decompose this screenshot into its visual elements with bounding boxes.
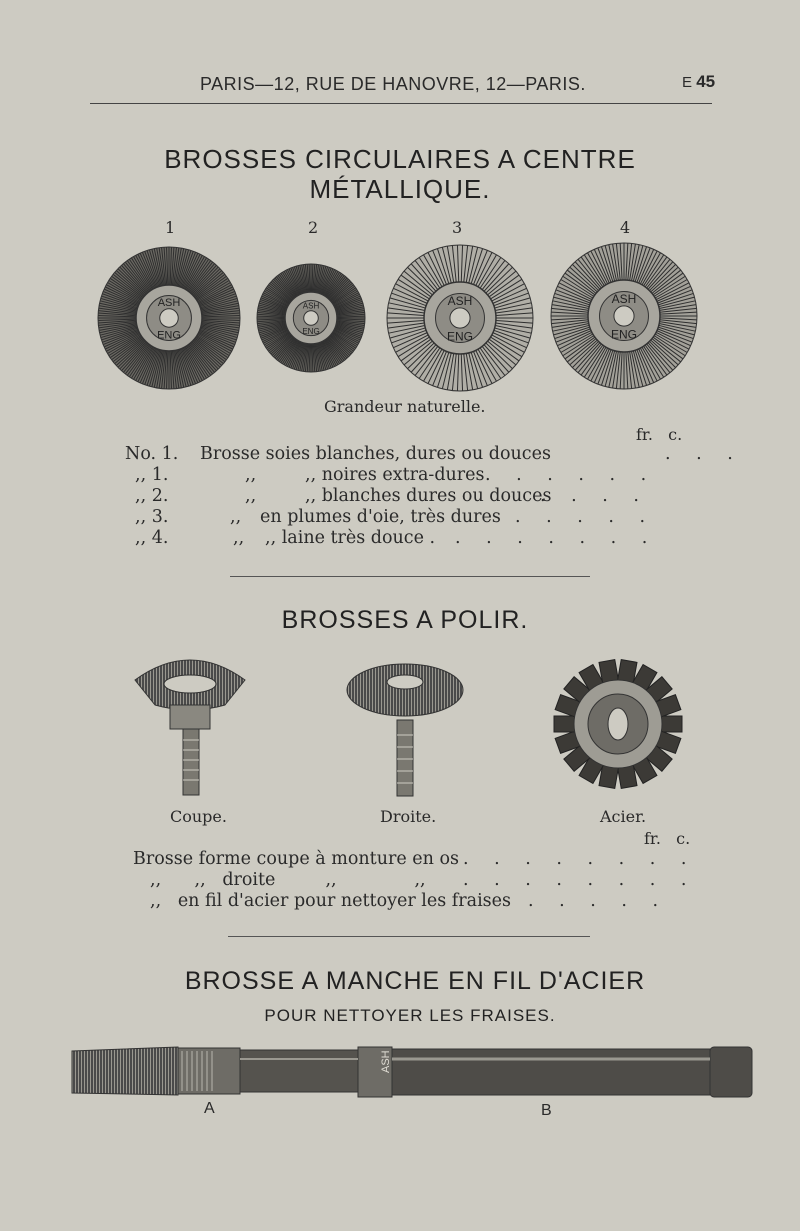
divider-2 xyxy=(228,936,590,937)
label-b: B xyxy=(541,1102,552,1119)
price-row-1 xyxy=(125,444,743,466)
row-number: ,, 2. xyxy=(135,486,169,506)
svg-text:ENG: ENG xyxy=(157,329,181,342)
caption-coupe: Coupe. xyxy=(170,807,227,826)
svg-text:ENG: ENG xyxy=(446,329,474,344)
figure-number-2: 2 xyxy=(308,218,319,237)
row-number: ,, 4. xyxy=(135,528,169,548)
figure-number-3: 3 xyxy=(452,218,463,237)
row-ditto: ,, xyxy=(245,465,257,485)
row-description: ,, blanches dures ou douces xyxy=(305,486,552,506)
row-leader-dots: . . . . . . . . xyxy=(463,870,697,890)
row-description: ,, noires extra-dures xyxy=(305,465,485,485)
svg-text:ENG: ENG xyxy=(610,327,638,342)
section1-caption: Grandeur naturelle. xyxy=(324,397,486,416)
row-description: Brosse forme coupe à monture en os xyxy=(133,849,459,869)
polish-row-2 xyxy=(150,870,697,892)
row-leader-dots: . . . . . xyxy=(528,891,669,911)
row-description: ,, laine très douce . xyxy=(265,528,436,548)
row-leader-dots: . . . xyxy=(665,444,743,464)
figure-number-1: 1 xyxy=(165,218,176,237)
brush-2-icon xyxy=(257,264,365,372)
svg-text:ASH: ASH xyxy=(302,301,320,311)
polishing-brushes-illustration xyxy=(0,650,800,810)
row-number: ,, 3. xyxy=(135,507,169,527)
svg-text:ASH: ASH xyxy=(157,297,181,310)
row-leader-dots: . . . . xyxy=(540,486,649,506)
wire-brush-handle-illustration xyxy=(0,1043,800,1103)
row-description: Brosse soies blanches, dures ou douces xyxy=(200,444,551,464)
row-description: ,, en fil d'acier pour nettoyer les fraises xyxy=(150,891,511,911)
section3-subtitle: POUR NETTOYER LES FRAISES. xyxy=(264,1006,556,1025)
price-row-4 xyxy=(125,507,656,529)
price-row-3 xyxy=(125,486,649,508)
section1-title-line2: MÉTALLIQUE. xyxy=(309,174,491,204)
brush-3-icon xyxy=(387,245,533,391)
cup-brush-icon xyxy=(135,660,245,795)
row-ditto: ,, xyxy=(245,486,257,506)
section2-price-units: fr. c. xyxy=(644,829,691,848)
row-leader-dots: . . . . . xyxy=(515,507,656,527)
header-address: PARIS—12, RUE DE HANOVRE, 12—PARIS. xyxy=(200,74,586,94)
figure-number-4: 4 xyxy=(620,218,631,237)
row-number: ,, 1. xyxy=(135,465,169,485)
caption-droite: Droite. xyxy=(380,807,437,826)
straight-brush-icon xyxy=(347,664,463,796)
row-description: en plumes d'oie, très dures xyxy=(260,507,501,527)
polish-row-3 xyxy=(150,891,670,913)
caption-acier: Acier. xyxy=(600,807,647,826)
row-ditto: ,, xyxy=(230,507,242,527)
row-leader-dots: . . . . . . . xyxy=(455,528,658,548)
label-a: A xyxy=(204,1100,215,1117)
brush-4-icon xyxy=(551,243,697,389)
svg-text:ASH: ASH xyxy=(447,294,473,309)
brush-1-icon xyxy=(98,247,240,389)
steel-brush-icon xyxy=(554,660,682,789)
svg-text:ENG: ENG xyxy=(302,327,320,337)
divider-1 xyxy=(230,576,590,577)
price-row-5 xyxy=(125,528,658,550)
row-leader-dots: . . . . . . xyxy=(485,465,657,485)
row-ditto: ,, xyxy=(233,528,245,548)
polish-row-1 xyxy=(133,849,697,871)
svg-text:ASH: ASH xyxy=(611,292,637,307)
section1-price-units: fr. c. xyxy=(636,425,683,444)
circular-brushes-illustration xyxy=(0,240,800,400)
page-number: E 45 xyxy=(682,72,716,91)
row-leader-dots: . . . . . . . . xyxy=(463,849,697,869)
handle-stamp: ASH xyxy=(380,1050,392,1073)
price-row-2 xyxy=(125,465,657,487)
page-header xyxy=(0,74,800,100)
row-number: No. 1. xyxy=(125,444,179,464)
section2-title: BROSSES A POLIR. xyxy=(281,606,529,634)
section1-title-line1: BROSSES CIRCULAIRES A CENTRE xyxy=(164,144,636,174)
section3-title: BROSSE A MANCHE EN FIL D'ACIER xyxy=(184,967,646,995)
header-rule xyxy=(90,103,712,104)
row-description: ,, ,, droite ,, ,, xyxy=(150,870,426,890)
